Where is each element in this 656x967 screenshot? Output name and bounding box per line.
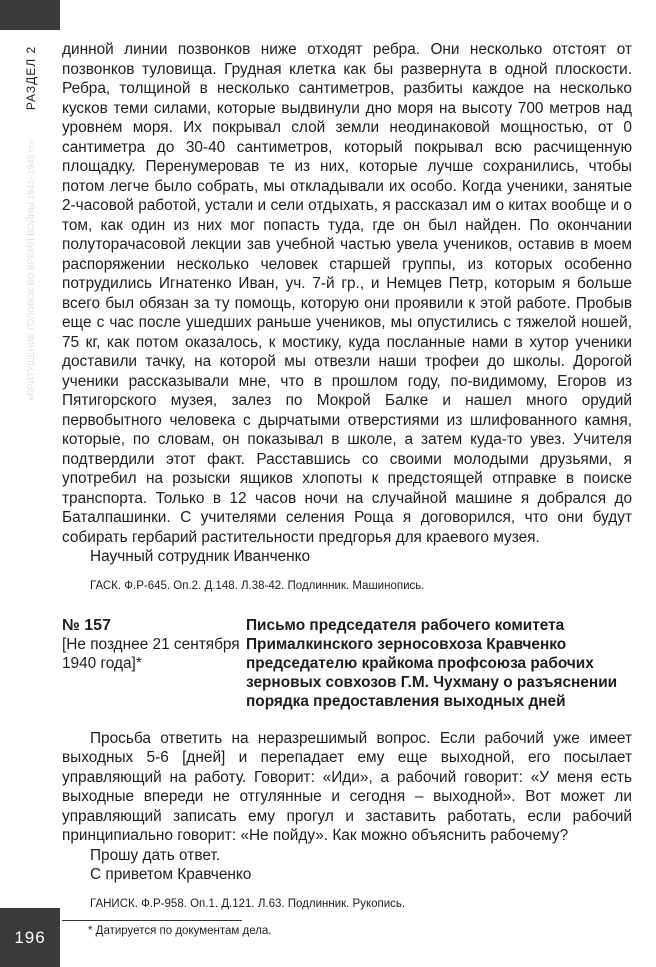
source-citation-1: ГАСК. Ф.Р-645. Оп.2. Д.148. Л.38-42. Подлинник. Машинопись. (90, 579, 425, 592)
source-citation-2: ГАНИСК. Ф.Р-958. Оп.1. Д.121. Л.63. Подлинник. Рукопись. (90, 897, 406, 910)
closing-line-1: Прошу дать ответ. (90, 846, 220, 864)
signature-1: Научный сотрудник Иванченко (90, 548, 311, 565)
section-label (21, 40, 41, 115)
document-meta (62, 616, 246, 711)
footnote: * Датируется по документам дела. (88, 924, 272, 937)
document-title: Письмо председателя рабочего комитета Прималкинского зерносовхоза Кравченко председателю крайкома профсоюза рабочих зерновых совхозов Г.М. Чухману о разъяснении порядка предоставления выходных дней (246, 616, 618, 710)
footnote-divider (62, 920, 242, 921)
closing-line-2: С приветом Кравченко (90, 866, 252, 883)
side-running-text: «ПРИТУШЕНИЕ ГОЛОВОК ВО ВРЕМЯ ВОЙНЫ 1941–1945 гг.» (26, 139, 37, 401)
section-label-text: РАЗДЕЛ 2 (24, 45, 38, 110)
section-tab-marker (0, 0, 60, 30)
document-date: [Не позднее 21 сентября 1940 года]* (62, 635, 240, 672)
continued-paragraph: динной линии позвонков ниже отходят ребра. Они несколько отстоят от позвонков туловища. Грудная клетка как бы развернута в одной плоскости. Ребра, толщиной в несколько сантиметров, разбиты каждое на несколько кусков теми силами, которые выдвинули дно моря на высоту 700 метров над уровнем моря. Их покрывал слой земли неодинаковой мощностью, от 0 сантиметра до 30-40 сантиметров, который покрывал всю расчищенную площадку. Перенумеровав те из них, которые лучше сохранились, чтобы потом легче было собрать, мы откладывали их особо. Когда ученики, занятые 2-часовой работой, устали и сели отдыхать, я рассказал им о китах вообще и о том, как один из них мог попасть туда, где он был найден. По окончании полуторачасовой лекции зав учебной частью увела учеников, оставив в моем распоряжении несколько человек старшей группы, из которых особенно потрудились Игнатенко Иван, уч. 7-й гр., и Немцев Петр, которым я больше всего был обязан за ту помощь, которую они проявили к этой работе. Пробыв еще с час после ушедших раньше учеников, мы опустились с тяжелой ношей, 75 кг, как потом оказалось, к мостику, куда посланные нами в хутор ученики доставили тачку, на которой мы отвезли наши трофеи до школы. Дорогой ученики рассказывали мне, что в прошлом году, по-видимому, Егоров из Пятигорского музея, залез по Мокрой Балке и нашел много орудий первобытного человека с дырчатыми отверстиями из шлифованного камня, которые, по словам, он показывал в школе, а затем куда-то увез. Учителя подтвердили этот факт. Расставшись со своими молодыми друзьями, я употребил на розыски ящиков хлопоты к предстоящей отправке в поиске транспорта. Только в 12 часов ночи на случайной машине я добрался до Баталпашинки. С учителями селения Роща я договорился, что они будут собирать гербарий растительности предгорья для краевого музея. (62, 41, 632, 546)
document-number: № 157 (62, 616, 111, 634)
document-header (62, 616, 632, 711)
side-running-title (21, 120, 41, 420)
page-number-box (0, 908, 60, 967)
letter-paragraph: Просьба ответить на неразрешимый вопрос. Если рабочий уже имеет выходных 5-6 [дней] и перепадает ему еще выходной, его посылает управляющий на работу. Говорит: «Иди», а рабочий говорит: «У меня есть выходные впереди не отгулянные и сегодня – выходной». Вот может ли управляющий записать ему прогул и заставить работать, если рабочий принципиально говорит: «Не пойду». Как можно объяснить рабочему? (62, 729, 632, 844)
page-number: 196 (14, 927, 46, 947)
page-body (62, 40, 632, 939)
